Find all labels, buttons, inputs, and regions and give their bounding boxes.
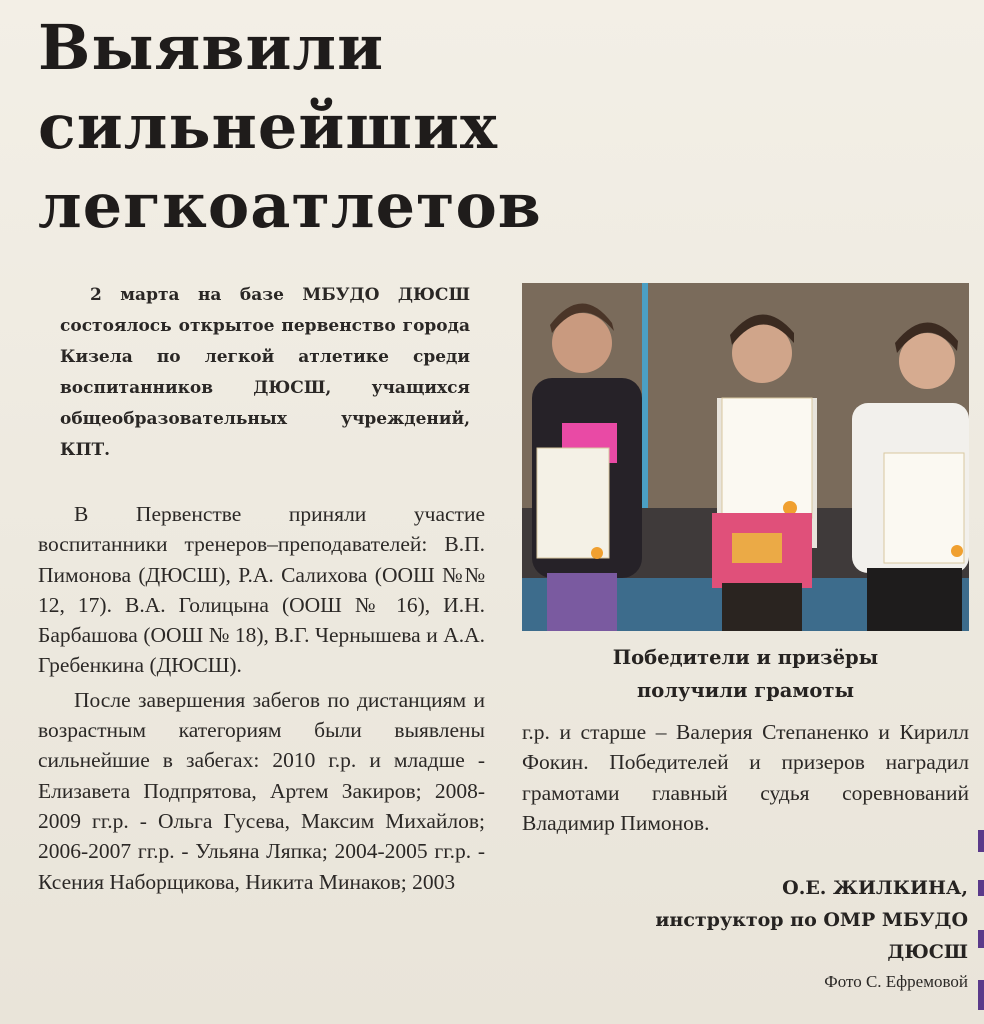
article-headline bbox=[38, 8, 758, 245]
headline-line-3: легкоатлетов bbox=[38, 169, 542, 242]
caption-line-1: Победители и призёры bbox=[612, 646, 879, 669]
article-lead bbox=[60, 280, 470, 466]
body-paragraph-results: После завершения забегов по дистанциям и возрастным категориям были выявлены сильнейшие в забегах: 2010 г.р. и младше - Елизавета Подпрятова, Артем Закиров; 2008-2009 гг.р. - Ольга Гусева, Максим Михайлов; 2006-2007 гг.р. - Ульяна Ляпка; 2004-2005 гг.р. - Ксения Наборщикова, Никита Минаков; 2003 bbox=[38, 687, 485, 894]
article-photo bbox=[522, 283, 969, 631]
photo-credit: Фото С. Ефремовой bbox=[824, 972, 968, 991]
body-paragraph-participants: В Первенстве приняли участие воспитанники тренеров–преподавателей: В.П. Пимонова (ДЮСШ), Р.А. Салихова (ООШ №№ 12, 17). В.А. Голицына (ООШ № 16), И.Н. Барбашова (ООШ № 18), В.Г. Чернышева и А.А. Гребенкина (ДЮСШ). bbox=[38, 502, 485, 678]
headline-line-1: Выявили bbox=[38, 11, 385, 84]
headline-line-2: сильнейших bbox=[38, 90, 498, 163]
body-paragraph-continued: г.р. и старше – Валерия Степаненко и Кирилл Фокин. Победителей и призеров наградил грамотами главный судья соревнований Владимир Пимонов. bbox=[522, 720, 969, 835]
article-body-left-column bbox=[38, 499, 485, 897]
author-position-line-2: ДЮСШ bbox=[887, 941, 968, 963]
photo-winners-with-certificates bbox=[522, 283, 969, 631]
author-name: О.Е. ЖИЛКИНА, bbox=[782, 877, 968, 899]
author-signature bbox=[528, 872, 968, 968]
author-position-line-1: инструктор по ОМР МБУДО bbox=[655, 909, 968, 931]
article-body-right-column bbox=[522, 717, 969, 838]
caption-line-2: получили грамоты bbox=[636, 679, 855, 702]
photo-caption bbox=[522, 641, 969, 707]
print-bleed-mark bbox=[976, 820, 984, 1020]
lead-paragraph: 2 марта на базе МБУДО ДЮСШ состоялось открытое первенство города Кизела по легкой атлетике среди воспитанников ДЮСШ, учащихся общеобразовательных учреждений, КПТ. bbox=[60, 285, 470, 460]
